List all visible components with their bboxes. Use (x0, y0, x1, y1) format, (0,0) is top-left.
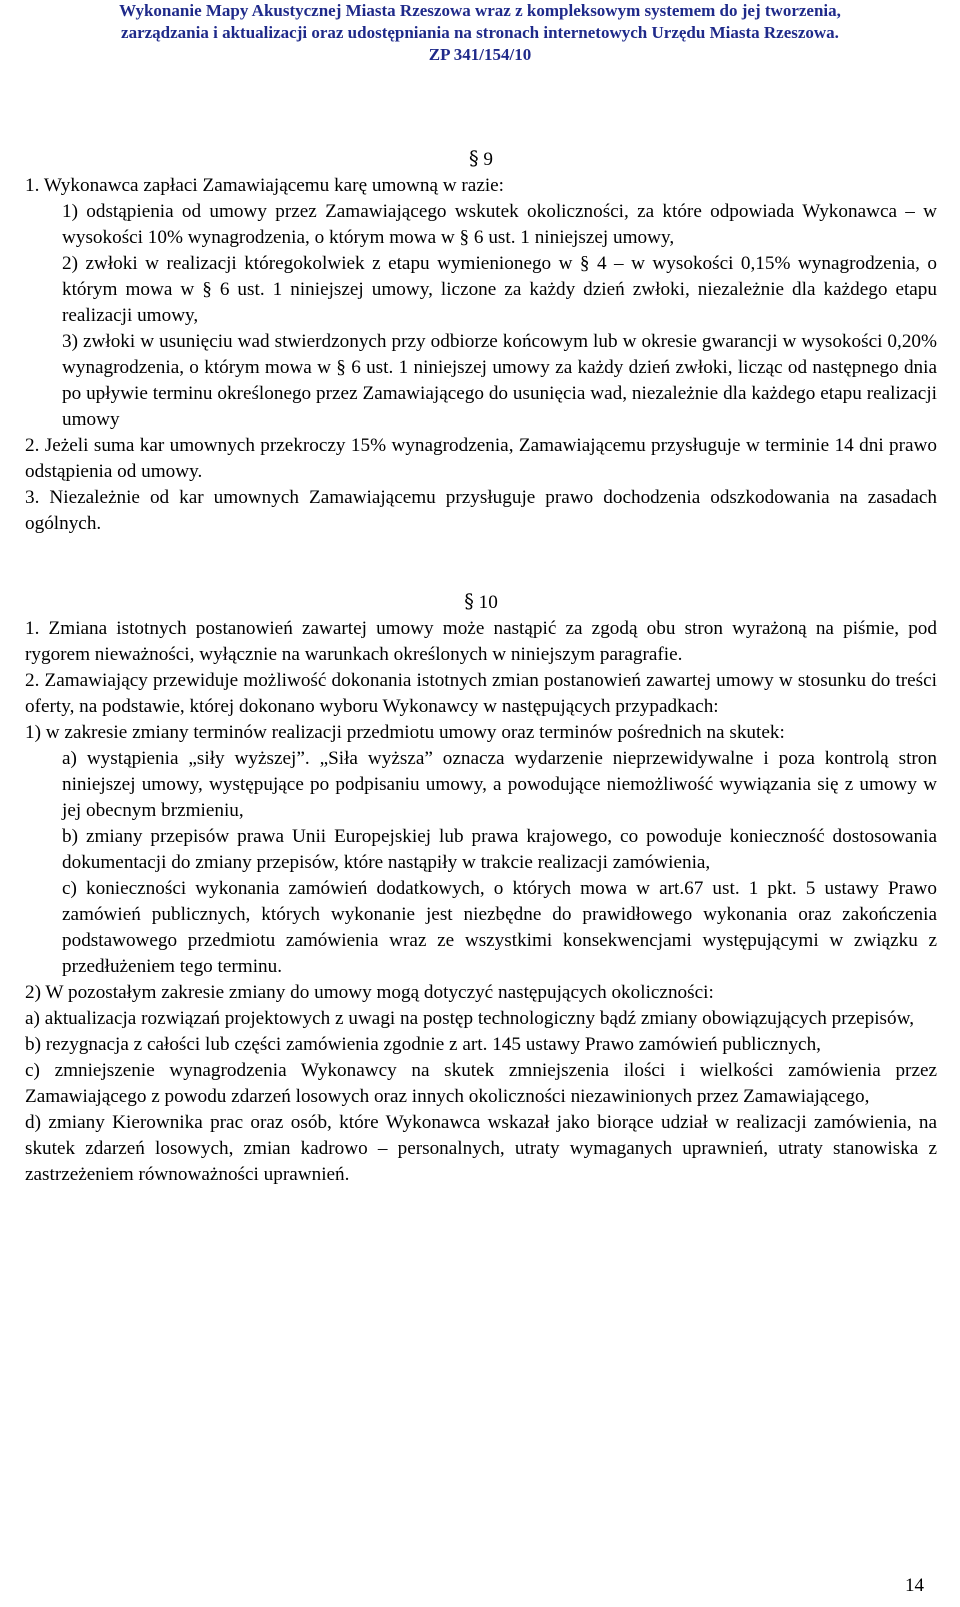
s10-paragraph-3: 1) w zakresie zmiany terminów realizacji przedmiotu umowy oraz terminów pośrednich na skutek: (25, 722, 785, 743)
document-body (25, 146, 937, 1188)
s10-item-d2: d) zmiany Kierownika prac oraz osób, które Wykonawca wskazał jako biorące udział w realizacji zamówienia, na skutek zdarzeń losowych, zmian kadrowo – personalnych, utraty wymaganych uprawnień, utraty stanowiska z zastrzeżeniem równoważności uprawnień. (25, 1112, 937, 1185)
s10-item-c: c) konieczności wykonania zamówień dodatkowych, o których mowa w art.67 ust. 1 pkt. 5 ustawy Prawo zamówień publicznych, których wykonanie jest niezbędne do prawidłowego wykonania oraz zakończenia podstawowego przedmiotu zamówienia wraz ze wszystkimi konsekwencjami występującymi w związku z przedłużeniem tego terminu. (62, 878, 937, 977)
section-heading-9 (25, 146, 937, 173)
s10-item-b: b) zmiany przepisów prawa Unii Europejskiej lub prawa krajowego, co powoduje konieczność dostosowania dokumentacji do zmiany przepisów, które nastąpiły w trakcie realizacji zamówienia, (62, 826, 937, 873)
section-symbol: § (464, 590, 474, 613)
s9-item-3: 3) zwłoki w usunięciu wad stwierdzonych przy odbiorze końcowym lub w okresie gwarancji w wysokości 0,20% wynagrodzenia, o którym mowa w § 6 ust. 1 niniejszej umowy za każdy dzień zwłoki, licząc od następnego dnia po upływie terminu określonego przez Zamawiającego do usunięcia wad, niezależnie dla każdego etapu realizacji umowy (62, 331, 937, 430)
s10-item-b2: b) rezygnacja z całości lub części zamówienia zgodnie z art. 145 ustawy Prawo zamówień publicznych, (25, 1034, 821, 1055)
s10-paragraph-4: 2) W pozostałym zakresie zmiany do umowy mogą dotyczyć następujących okoliczności: (25, 982, 714, 1003)
s10-item-a2: a) aktualizacja rozwiązań projektowych z uwagi na postęp technologiczny bądź zmiany obowiązujących przepisów, (25, 1008, 915, 1029)
s10-paragraph-1: 1. Zmiana istotnych postanowień zawartej umowy może nastąpić za zgodą obu stron wyrażoną na piśmie, pod rygorem nieważności, wyłącznie na warunkach określonych w niniejszym paragrafie. (25, 618, 937, 665)
s9-paragraph-3: 3. Niezależnie od kar umownych Zamawiającemu przysługuje prawo dochodzenia odszkodowania na zasadach ogólnych. (25, 487, 937, 534)
section-symbol: § (469, 147, 479, 170)
section-heading-10 (25, 589, 937, 616)
document-header (0, 0, 960, 66)
section-spacer (25, 537, 937, 589)
s10-item-a: a) wystąpienia „siły wyższej”. „Siła wyższa” oznacza wydarzenie nieprzewidywalne i poza kontrolą stron niniejszej umowy, występujące po podpisaniu umowy, a powodujące niemożliwość wywiązania się z umowy w jej obecnym brzmieniu, (62, 748, 937, 821)
section-number: 9 (483, 149, 493, 170)
header-title-line-1: Wykonanie Mapy Akustycznej Miasta Rzeszowa wraz z kompleksowym systemem do jej tworzenia, (119, 1, 841, 20)
header-reference-number: ZP 341/154/10 (428, 45, 532, 64)
s9-paragraph-1: 1. Wykonawca zapłaci Zamawiającemu karę umowną w razie: (25, 175, 505, 196)
s9-item-2: 2) zwłoki w realizacji któregokolwiek z etapu wymienionego w § 4 – w wysokości 0,15% wynagrodzenia, o którym mowa w § 6 ust. 1 niniejszej umowy, liczone za każdy dzień zwłoki, niezależnie dla każdego etapu realizacji umowy, (62, 253, 937, 326)
page-number: 14 (905, 1575, 924, 1596)
s9-paragraph-2: 2. Jeżeli suma kar umownych przekroczy 15% wynagrodzenia, Zamawiającemu przysługuje w terminie 14 dni prawo odstąpienia od umowy. (25, 435, 937, 482)
s9-item-1: 1) odstąpienia od umowy przez Zamawiającego wskutek okoliczności, za które odpowiada Wykonawca – w wysokości 10% wynagrodzenia, o którym mowa w § 6 ust. 1 niniejszej umowy, (62, 201, 937, 248)
section-number: 10 (478, 592, 498, 613)
s10-paragraph-2: 2. Zamawiający przewiduje możliwość dokonania istotnych zmian postanowień zawartej umowy w stosunku do treści oferty, na podstawie, której dokonano wyboru Wykonawcy w następujących przypadkach: (25, 670, 937, 717)
header-title-line-2: zarządzania i aktualizacji oraz udostępniania na stronach internetowych Urzędu Miasta Rzeszowa. (121, 23, 839, 42)
s10-item-c2: c) zmniejszenie wynagrodzenia Wykonawcy na skutek zmniejszenia ilości i wielkości zamówienia przez Zamawiającego z powodu zdarzeń losowych oraz innych okoliczności niezawinionych przez Zamawiającego, (25, 1060, 937, 1107)
